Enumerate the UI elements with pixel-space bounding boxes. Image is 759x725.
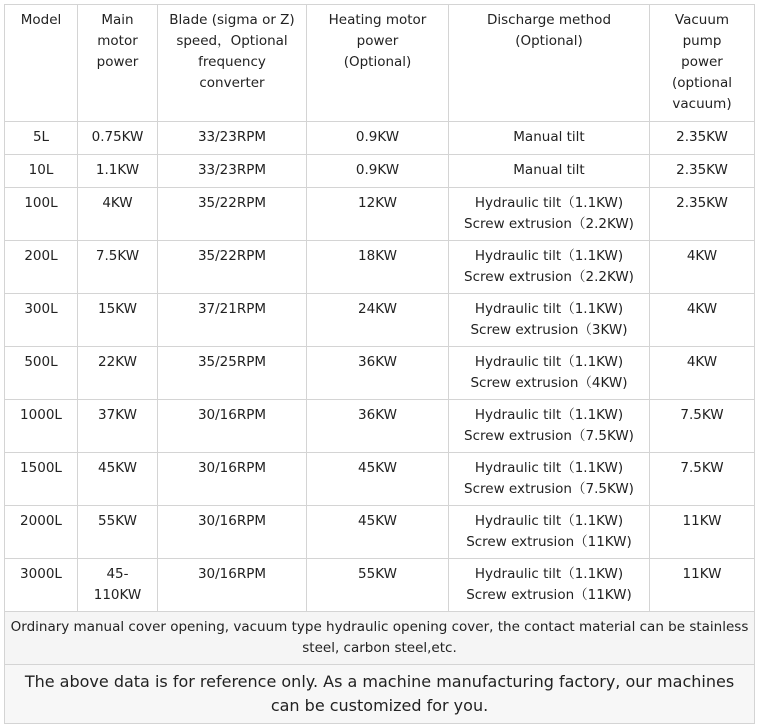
table-row	[5, 294, 755, 347]
cell-main-motor-power: 55KW	[78, 506, 158, 559]
cell-vacuum-pump-power: 2.35KW	[650, 155, 755, 188]
cell-model: 1500L	[5, 453, 78, 506]
cell-discharge-method: Hydraulic tilt（1.1KW) Screw extrusion（2.2KW)	[449, 241, 650, 294]
cell-discharge-method: Hydraulic tilt（1.1KW) Screw extrusion（2.2KW)	[449, 188, 650, 241]
header-main-motor-power: Main motor power	[78, 5, 158, 122]
cell-heating-motor-power: 0.9KW	[307, 155, 449, 188]
cell-main-motor-power: 37KW	[78, 400, 158, 453]
spec-table	[4, 4, 755, 724]
cell-heating-motor-power: 36KW	[307, 347, 449, 400]
cell-model: 300L	[5, 294, 78, 347]
cell-heating-motor-power: 24KW	[307, 294, 449, 347]
cell-model: 200L	[5, 241, 78, 294]
cell-model: 1000L	[5, 400, 78, 453]
cell-main-motor-power: 0.75KW	[78, 122, 158, 155]
header-heating-motor-power: Heating motor power (Optional)	[307, 5, 449, 122]
header-vacuum-pump-power: Vacuum pump power (optional vacuum)	[650, 5, 755, 122]
cell-vacuum-pump-power: 4KW	[650, 347, 755, 400]
cell-main-motor-power: 7.5KW	[78, 241, 158, 294]
cell-heating-motor-power: 36KW	[307, 400, 449, 453]
table-row	[5, 347, 755, 400]
cell-vacuum-pump-power: 4KW	[650, 241, 755, 294]
cell-blade-speed: 33/23RPM	[158, 155, 307, 188]
cell-model: 5L	[5, 122, 78, 155]
cell-vacuum-pump-power: 7.5KW	[650, 453, 755, 506]
cell-main-motor-power: 15KW	[78, 294, 158, 347]
material-note-row	[5, 612, 755, 665]
cell-discharge-method: Hydraulic tilt（1.1KW) Screw extrusion（7.5KW)	[449, 453, 650, 506]
cell-heating-motor-power: 12KW	[307, 188, 449, 241]
header-discharge-method: Discharge method (Optional)	[449, 5, 650, 122]
cell-blade-speed: 30/16RPM	[158, 559, 307, 612]
cell-blade-speed: 35/22RPM	[158, 188, 307, 241]
table-row	[5, 241, 755, 294]
disclaimer-note: The above data is for reference only. As a machine manufacturing factory, our machines can be customized for you.	[5, 665, 755, 724]
cell-vacuum-pump-power: 11KW	[650, 559, 755, 612]
cell-vacuum-pump-power: 2.35KW	[650, 122, 755, 155]
cell-model: 10L	[5, 155, 78, 188]
cell-model: 100L	[5, 188, 78, 241]
cell-blade-speed: 33/23RPM	[158, 122, 307, 155]
table-row	[5, 155, 755, 188]
cell-main-motor-power: 45- 110KW	[78, 559, 158, 612]
disclaimer-row	[5, 665, 755, 724]
cell-main-motor-power: 4KW	[78, 188, 158, 241]
cell-blade-speed: 37/21RPM	[158, 294, 307, 347]
cell-blade-speed: 35/22RPM	[158, 241, 307, 294]
cell-blade-speed: 35/25RPM	[158, 347, 307, 400]
cell-discharge-method: Hydraulic tilt（1.1KW) Screw extrusion（3KW)	[449, 294, 650, 347]
header-blade-speed: Blade (sigma or Z) speed，Optional frequency converter	[158, 5, 307, 122]
cell-heating-motor-power: 55KW	[307, 559, 449, 612]
cell-main-motor-power: 45KW	[78, 453, 158, 506]
table-row	[5, 188, 755, 241]
cell-main-motor-power: 1.1KW	[78, 155, 158, 188]
cell-discharge-method: Hydraulic tilt（1.1KW) Screw extrusion（11KW)	[449, 559, 650, 612]
header-row	[5, 5, 755, 122]
table-row	[5, 506, 755, 559]
cell-blade-speed: 30/16RPM	[158, 453, 307, 506]
header-model: Model	[5, 5, 78, 122]
cell-discharge-method: Hydraulic tilt（1.1KW) Screw extrusion（4KW)	[449, 347, 650, 400]
cell-heating-motor-power: 18KW	[307, 241, 449, 294]
table-row	[5, 122, 755, 155]
table-row	[5, 559, 755, 612]
cell-vacuum-pump-power: 11KW	[650, 506, 755, 559]
material-note: Ordinary manual cover opening, vacuum type hydraulic opening cover, the contact material can be stainless steel, carbon steel,etc.	[5, 612, 755, 665]
cell-heating-motor-power: 0.9KW	[307, 122, 449, 155]
cell-discharge-method: Manual tilt	[449, 155, 650, 188]
cell-blade-speed: 30/16RPM	[158, 400, 307, 453]
cell-main-motor-power: 22KW	[78, 347, 158, 400]
cell-model: 2000L	[5, 506, 78, 559]
cell-discharge-method: Hydraulic tilt（1.1KW) Screw extrusion（11KW)	[449, 506, 650, 559]
table-row	[5, 453, 755, 506]
cell-heating-motor-power: 45KW	[307, 506, 449, 559]
cell-discharge-method: Manual tilt	[449, 122, 650, 155]
table-row	[5, 400, 755, 453]
cell-blade-speed: 30/16RPM	[158, 506, 307, 559]
cell-model: 3000L	[5, 559, 78, 612]
cell-vacuum-pump-power: 2.35KW	[650, 188, 755, 241]
cell-vacuum-pump-power: 4KW	[650, 294, 755, 347]
cell-discharge-method: Hydraulic tilt（1.1KW) Screw extrusion（7.5KW)	[449, 400, 650, 453]
cell-vacuum-pump-power: 7.5KW	[650, 400, 755, 453]
cell-heating-motor-power: 45KW	[307, 453, 449, 506]
cell-model: 500L	[5, 347, 78, 400]
